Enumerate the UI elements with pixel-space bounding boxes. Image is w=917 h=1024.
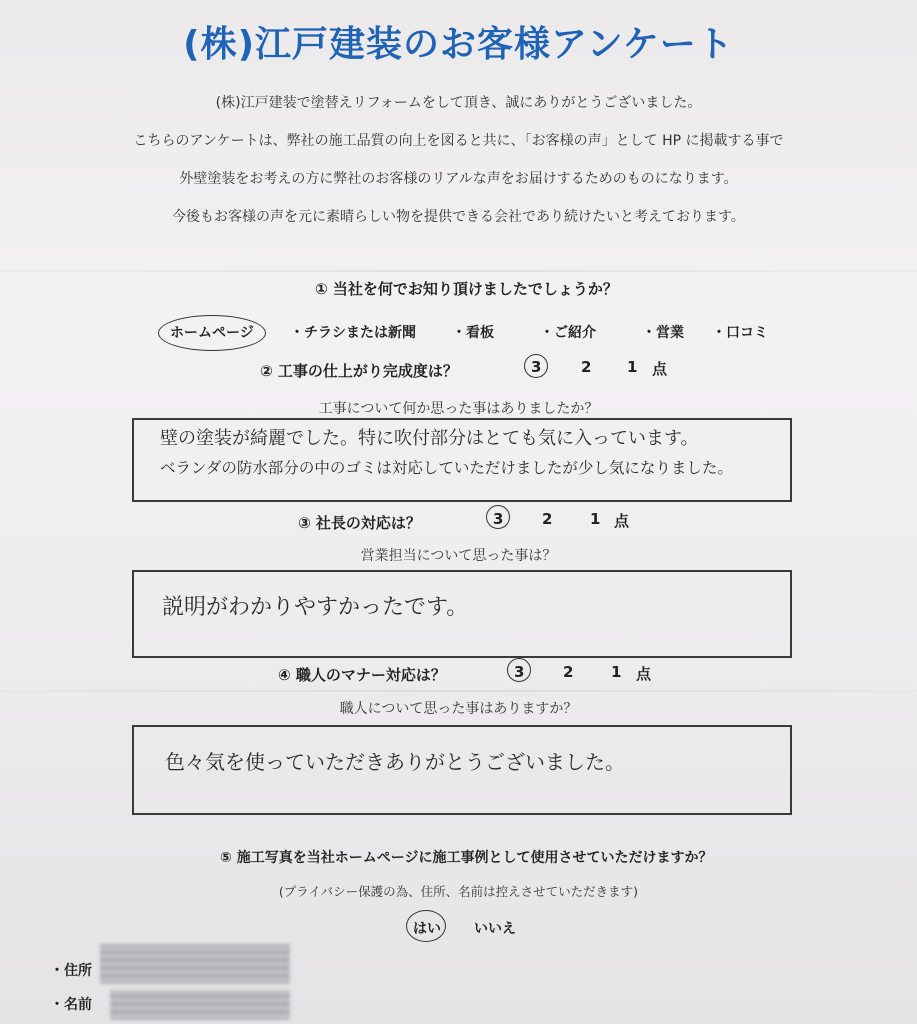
question-3: ③ 社長の対応は？: [298, 514, 421, 532]
paper-fold: [0, 690, 917, 692]
redacted-name: [110, 990, 290, 1020]
intro-line: (株)江戸建装で塗替えリフォームをして頂き、誠にありがとうございました。: [215, 95, 702, 111]
privacy-note: (プライバシー保護の為、住所、名前は控えさせていただきます): [278, 884, 639, 899]
question-5: ⑤ 施工写真を当社ホームページに施工事例として使用させていただけますか？: [220, 850, 713, 866]
question-1: ① 当社を何でお知り頂けましたでしょうか？: [315, 280, 618, 298]
option-yes: はい: [413, 921, 441, 937]
score-2: 2: [581, 358, 592, 376]
address-label: ・住所: [50, 963, 92, 979]
intro-line: こちらのアンケートは、弊社の施工品質の向上を図ると共に、「お客様の声」として HP に掲載する事で: [133, 133, 784, 149]
option-word-of-mouth: ・口コミ: [712, 325, 768, 341]
intro-line: 外壁塗装をお考えの方に弊社のお客様のリアルな声をお届けするためのものになります。: [179, 171, 738, 187]
score-1: 1: [627, 358, 638, 376]
handwritten-answer: 説明がわかりやすかったです。: [162, 595, 469, 620]
name-label: ・名前: [50, 997, 92, 1013]
question-2: ② 工事の仕上がり完成度は？: [260, 362, 458, 380]
question-4-sub: 職人について思った事はありますか？: [339, 701, 578, 717]
score-unit: 点: [614, 512, 630, 530]
option-referral: ・ご紹介: [540, 325, 596, 341]
option-homepage: ホームページ: [170, 325, 254, 341]
intro-line: 今後もお客様の声を元に素晴らしい物を提供できる会社であり続けたいと考えております。: [172, 209, 745, 225]
option-no: いいえ: [474, 921, 516, 937]
score-unit: 点: [652, 360, 668, 378]
score-2: 2: [563, 663, 574, 681]
option-flyer: ・チラシまたは新聞: [290, 325, 416, 341]
score-unit: 点: [636, 665, 652, 683]
handwritten-answer: ベランダの防水部分の中のゴミは対応していただけましたが少し気になりました。: [160, 459, 733, 477]
score-3: 3: [514, 663, 525, 681]
redacted-address: [100, 944, 290, 984]
score-2: 2: [542, 510, 553, 528]
score-1: 1: [611, 663, 622, 681]
handwritten-answer: 色々気を使っていただきありがとうございました。: [165, 750, 625, 774]
option-sales: ・営業: [642, 325, 684, 341]
page-title: (株)江戸建装のお客様アンケート: [183, 24, 734, 65]
handwritten-answer: 壁の塗装が綺麗でした。特に吹付部分はとても気に入っています。: [160, 428, 699, 449]
question-2-sub: 工事について何か思った事はありましたか？: [318, 401, 599, 417]
option-signboard: ・看板: [452, 325, 494, 341]
question-3-sub: 営業担当について思った事は？: [360, 548, 557, 564]
score-1: 1: [590, 510, 601, 528]
paper-fold: [0, 270, 917, 272]
question-4: ④ 職人のマナー対応は？: [278, 666, 446, 684]
score-3: 3: [493, 510, 504, 528]
score-3: 3: [531, 358, 542, 376]
